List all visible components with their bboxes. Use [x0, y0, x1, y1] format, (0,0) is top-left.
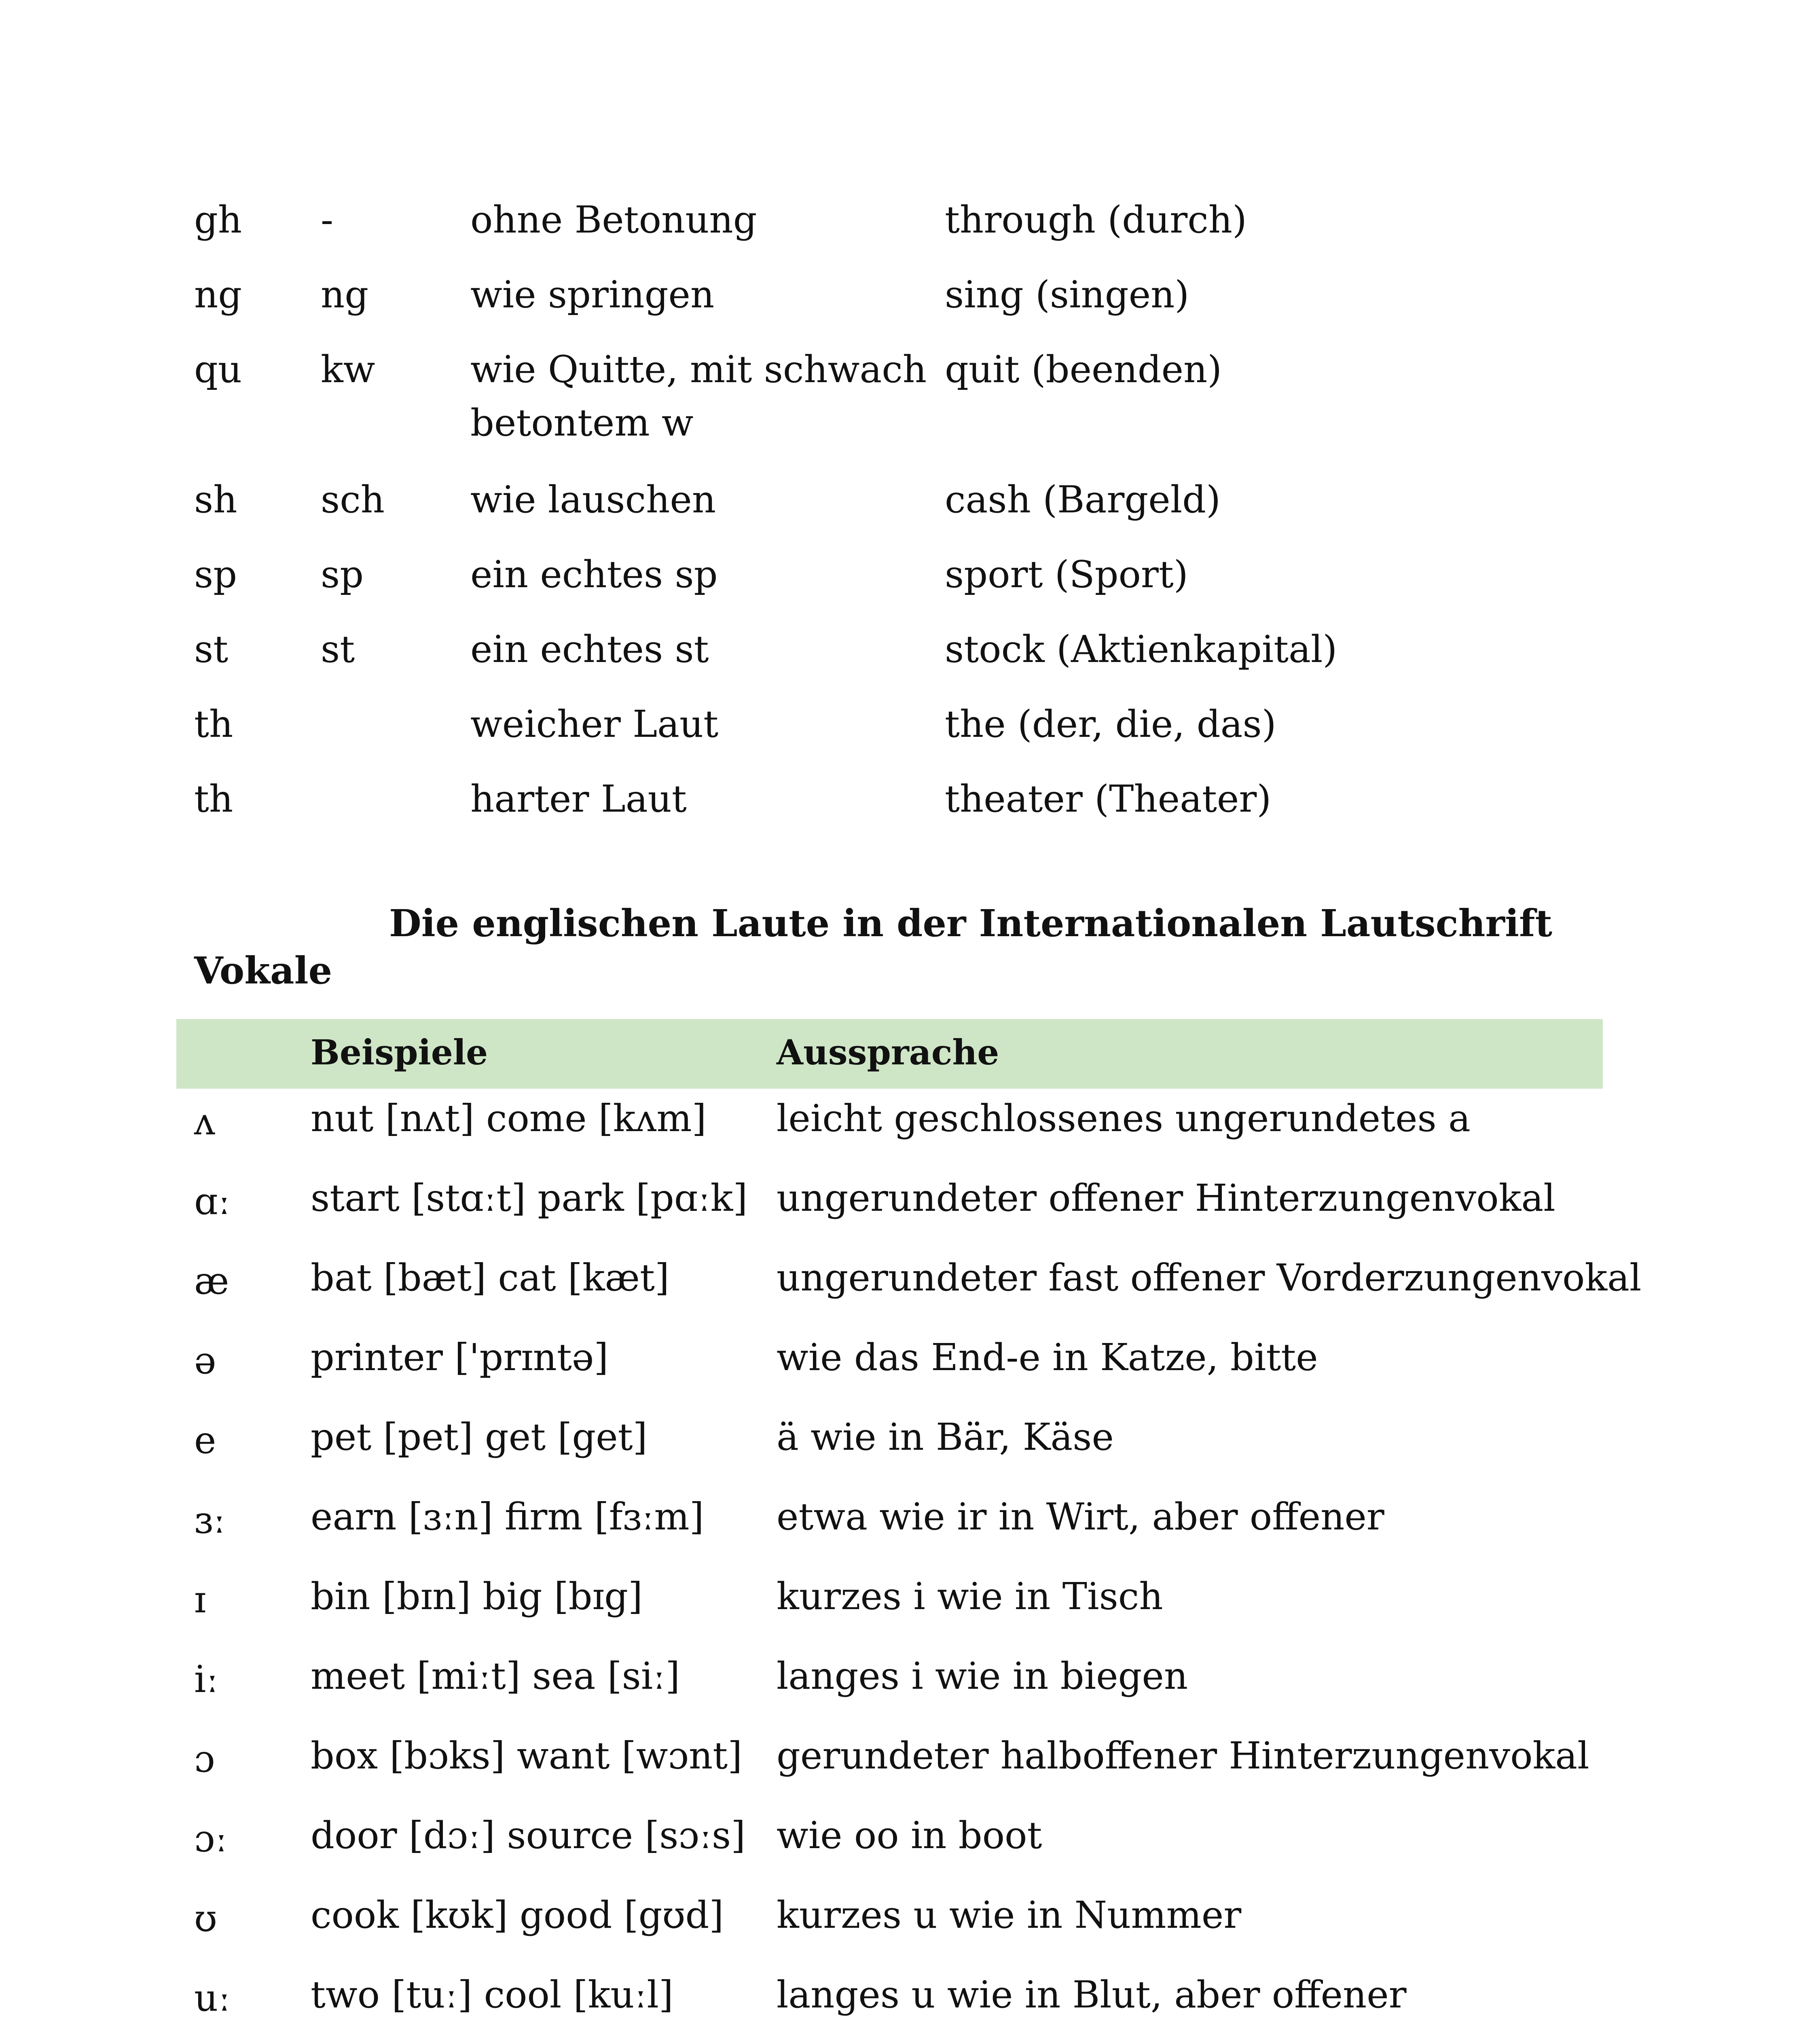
- examples-cell: two [tuː] cool [kuːl]: [311, 1973, 673, 2016]
- description-cell: harter Laut: [470, 777, 687, 821]
- consonant-table: [194, 193, 1610, 847]
- examples-cell: bat [bæt] cat [kæt]: [311, 1256, 669, 1299]
- description-cell: weicher Laut: [470, 702, 719, 746]
- example-cell: through (durch): [945, 198, 1247, 241]
- example-cell: cash (Bargeld): [945, 478, 1221, 521]
- examples-cell: start [stɑːt] park [pɑːk]: [311, 1176, 748, 1220]
- column-header-examples: Beispiele: [311, 1032, 488, 1073]
- table-row: [194, 1809, 1610, 1889]
- description-cell: wie Quitte, mit schwach betontem w: [470, 348, 927, 444]
- examples-cell: cook [kʊk] good [gʊd]: [311, 1893, 724, 1937]
- letters-cell: sp: [194, 553, 237, 596]
- examples-cell: door [dɔː] source [sɔːs]: [311, 1814, 746, 1857]
- description-cell: ein echtes sp: [470, 553, 718, 596]
- example-cell: sport (Sport): [945, 553, 1188, 596]
- symbol-cell: ʌ: [194, 1100, 215, 1143]
- table-row: [194, 473, 1610, 548]
- sound-cell: kw: [321, 348, 375, 391]
- letters-cell: ng: [194, 273, 242, 316]
- pronunciation-cell: kurzes u wie in Nummer: [777, 1893, 1242, 1937]
- example-cell: theater (Theater): [945, 777, 1272, 821]
- symbol-cell: ə: [194, 1339, 216, 1382]
- description-cell: wie lauschen: [470, 478, 716, 521]
- example-cell: stock (Aktienkapital): [945, 628, 1337, 671]
- table-row: [194, 1092, 1610, 1172]
- section-heading: Die englischen Laute in der Internationalen Lautschrift: [389, 901, 1553, 945]
- symbol-cell: ɔː: [194, 1817, 228, 1860]
- table-row: [194, 1490, 1610, 1570]
- letters-cell: sh: [194, 478, 237, 521]
- example-cell: the (der, die, das): [945, 702, 1276, 746]
- table-row: [194, 548, 1610, 623]
- table-row: [194, 268, 1610, 343]
- table-row: [194, 343, 1610, 473]
- pronunciation-cell: ä wie in Bär, Käse: [777, 1415, 1114, 1459]
- sound-cell: st: [321, 628, 355, 671]
- letters-cell: th: [194, 702, 233, 746]
- pronunciation-cell: wie das End-e in Katze, bitte: [777, 1336, 1318, 1379]
- table-row: [194, 1729, 1610, 1809]
- letters-cell: qu: [194, 348, 242, 391]
- table-row: [194, 193, 1610, 268]
- pronunciation-cell: kurzes i wie in Tisch: [777, 1575, 1163, 1618]
- table-row: [194, 1968, 1610, 2022]
- subsection-heading: Vokale: [194, 949, 332, 992]
- symbol-cell: e: [194, 1419, 216, 1462]
- sound-cell: ng: [321, 273, 369, 316]
- examples-cell: meet [miːt] sea [siː]: [311, 1654, 680, 1698]
- letters-cell: st: [194, 628, 229, 671]
- symbol-cell: ɔ: [194, 1737, 215, 1781]
- symbol-cell: uː: [194, 1976, 231, 2020]
- table-row: [194, 1570, 1610, 1650]
- sound-cell: sch: [321, 478, 385, 521]
- vowel-table-header: [176, 1019, 1603, 1089]
- pronunciation-cell: ungerundeter fast offener Vorderzungenvokal: [777, 1256, 1642, 1299]
- description-cell: ein echtes st: [470, 628, 709, 671]
- example-cell: sing (singen): [945, 273, 1189, 316]
- examples-cell: box [bɔks] want [wɔnt]: [311, 1734, 743, 1777]
- examples-cell: bin [bɪn] big [bɪg]: [311, 1575, 643, 1618]
- pronunciation-cell: langes u wie in Blut, aber offener: [777, 1973, 1407, 2016]
- letters-cell: th: [194, 777, 233, 821]
- symbol-cell: æ: [194, 1259, 229, 1303]
- column-header-pronunciation: Aussprache: [777, 1032, 999, 1073]
- sound-cell: sp: [321, 553, 364, 596]
- examples-cell: nut [nʌt] come [kʌm]: [311, 1097, 707, 1140]
- examples-cell: printer ['prɪntə]: [311, 1336, 609, 1379]
- pronunciation-cell: gerundeter halboffener Hinterzungenvokal: [777, 1734, 1589, 1777]
- symbol-cell: iː: [194, 1658, 219, 1701]
- pronunciation-cell: etwa wie ir in Wirt, aber offener: [777, 1495, 1384, 1538]
- table-row: [194, 698, 1610, 772]
- description-cell: wie springen: [470, 273, 715, 316]
- table-row: [194, 1172, 1610, 1251]
- examples-cell: earn [ɜːn] firm [fɜːm]: [311, 1495, 704, 1538]
- example-cell: quit (beenden): [945, 348, 1222, 391]
- table-row: [194, 1411, 1610, 1490]
- letters-cell: gh: [194, 198, 242, 241]
- table-row: [194, 623, 1610, 698]
- examples-cell: pet [pet] get [get]: [311, 1415, 648, 1459]
- symbol-cell: ɪ: [194, 1578, 206, 1621]
- table-row: [194, 1251, 1642, 1331]
- symbol-cell: ɑː: [194, 1180, 231, 1223]
- pronunciation-cell: wie oo in boot: [777, 1814, 1042, 1857]
- pronunciation-cell: langes i wie in biegen: [777, 1654, 1188, 1698]
- symbol-cell: ɜː: [194, 1498, 226, 1542]
- vowel-table: [194, 1092, 1642, 2022]
- table-row: [194, 772, 1610, 847]
- table-row: [194, 1331, 1610, 1411]
- pronunciation-cell: leicht geschlossenes ungerundetes a: [777, 1097, 1471, 1140]
- pronunciation-cell: ungerundeter offener Hinterzungenvokal: [777, 1176, 1555, 1220]
- table-row: [194, 1650, 1610, 1729]
- table-row: [194, 1889, 1610, 1968]
- symbol-cell: ʊ: [194, 1897, 218, 1940]
- sound-cell: -: [321, 198, 334, 241]
- description-cell: ohne Betonung: [470, 198, 757, 241]
